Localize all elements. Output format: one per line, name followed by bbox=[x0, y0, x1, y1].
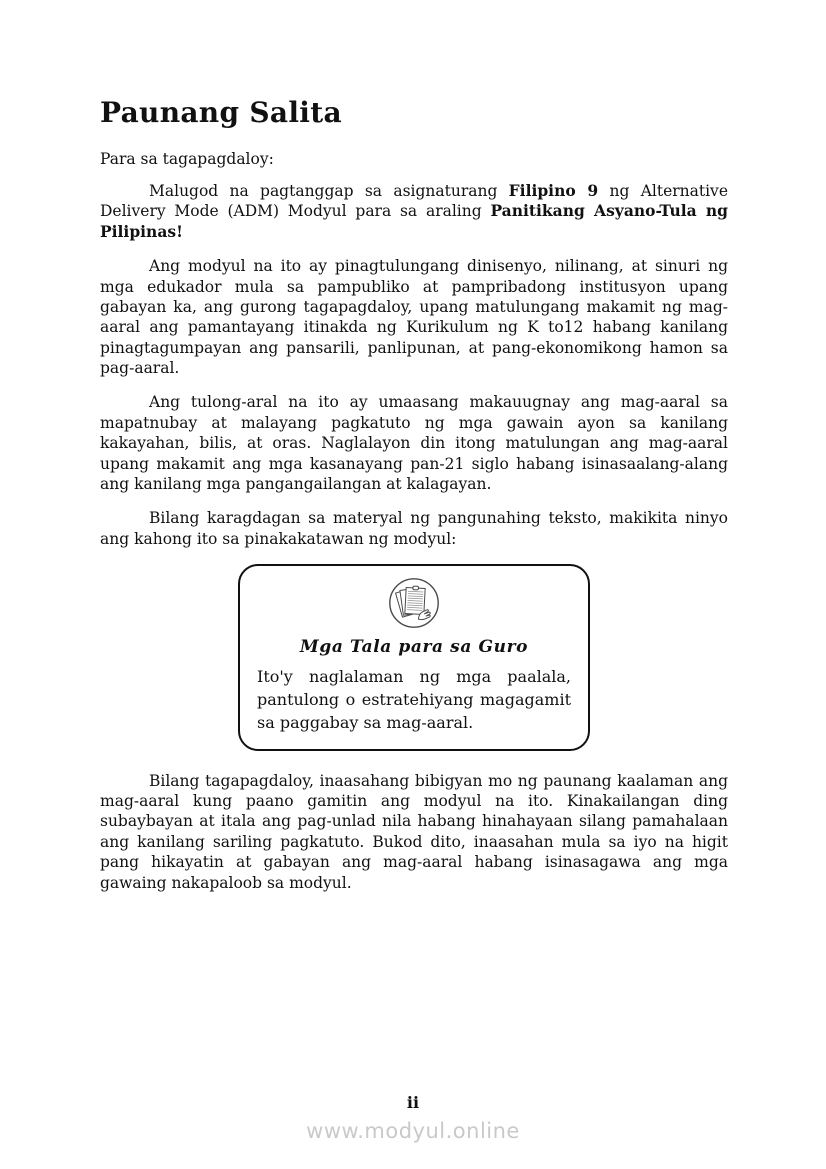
paragraph-text: Malugod na pagtanggap sa asignaturang bbox=[149, 182, 509, 200]
lesson-title-bold: Panitikang Asyano-Tula ng Pilipinas! bbox=[100, 201, 728, 241]
note-icon-container bbox=[257, 577, 571, 629]
teacher-notes-box bbox=[238, 564, 590, 751]
page-title: Paunang Salita bbox=[100, 96, 342, 129]
paragraph-box-intro: Bilang karagdagan sa materyal ng pangunahing teksto, makikita ninyo ang kahong ito sa pinakakatawan ng modyul: bbox=[100, 509, 728, 548]
site-watermark: www.modyul.online bbox=[306, 1119, 520, 1143]
paragraph-text: ng Alternative Delivery Mode (ADM) Modyul para sa araling bbox=[100, 182, 728, 221]
paragraph-welcome bbox=[100, 181, 728, 242]
salutation-line: Para sa tagapagdaloy: bbox=[100, 150, 274, 168]
note-box-heading: Mga Tala para sa Guro bbox=[299, 637, 529, 657]
page-content bbox=[100, 96, 728, 907]
page-number: ii bbox=[406, 1093, 420, 1112]
paragraph-facilitator-role: Bilang tagapagdaloy, inaasahang bibigyan mo ng paunang kaalaman ang mag-aaral kung paano gamitin ang modyul na ito. Kinakailangan ding subaybayan at itala ang pag-unlad nila habang hinahayaan silang pamahalaan ang kanilang sariling pagkatuto. Bukod dito, inaasahan mula sa iyo na higit pang hikayatin at gabayan ang mag-aaral habang isinasagawa ang mga gawaing nakapaloob sa modyul. bbox=[100, 771, 728, 892]
paragraph-learning-aid: Ang tulong-aral na ito ay umaasang makauugnay ang mag-aaral sa mapatnubay at malayang pagkatuto ng mga gawain ayon sa kanilang kakayahan, bilis, at oras. Naglalayon din itong matulungan ang mag-aaral upang makamit ang mga kasanayang pan-21 siglo habang isinasaalang-alang ang kanilang mga pangangailangan at kalagayan. bbox=[100, 393, 728, 493]
paragraph-module-design: Ang modyul na ito ay pinagtulungang dinisenyo, nilinang, at sinuri ng mga edukador mula sa pampubliko at pampribadong institusyon upang gabayan ka, ang gurong tagapagdaloy, upang matulungang makamit ng mag-aaral ang pamantayang itinakda ng Kurikulum ng K to12 habang kanilang pinagtagumpayan ang pansarili, panlipunan, at pang-ekonomikong hamon sa pag-aaral. bbox=[100, 257, 728, 377]
hand-with-notes-icon bbox=[388, 577, 440, 629]
note-box-body: Ito'y naglalaman ng mga paalala, pantulong o estratehiyang magagamit sa paggabay sa mag-aaral. bbox=[257, 667, 571, 732]
subject-name-bold: Filipino 9 bbox=[508, 181, 599, 200]
